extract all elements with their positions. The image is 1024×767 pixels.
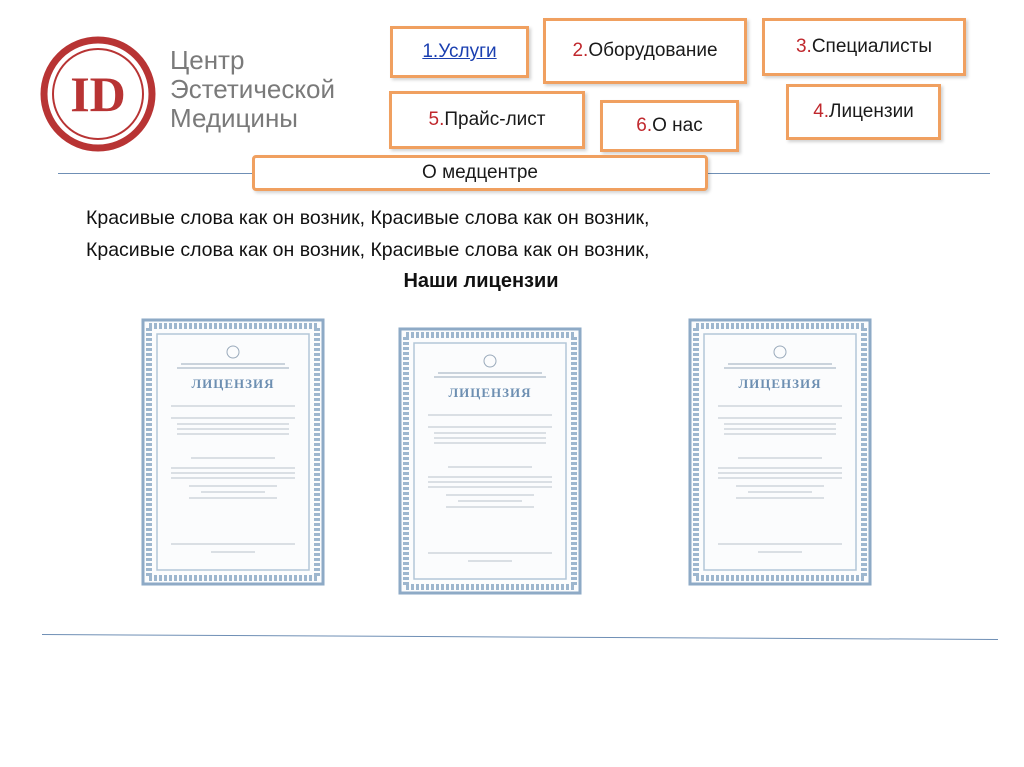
- license-image-3: [688, 318, 872, 586]
- logo-text: [170, 46, 335, 133]
- nav-licenses-label: Лицензии: [829, 101, 914, 122]
- nav-specialists-button[interactable]: [762, 18, 966, 76]
- logo-line-3: Медицины: [170, 103, 298, 133]
- nav-pricelist-number: 5.: [428, 109, 445, 130]
- license-frame-icon: [688, 318, 872, 586]
- logo-line-1: Центр: [170, 45, 245, 75]
- license-frame-icon: [398, 327, 582, 595]
- nav-specialists-label: Специалисты: [811, 36, 933, 57]
- nav-licenses-button[interactable]: [786, 84, 941, 140]
- nav-services-label: Услуги: [438, 41, 497, 62]
- nav-about-us-number: 6.: [636, 115, 653, 136]
- logo-line-2: Эстетической: [170, 74, 335, 104]
- nav-pricelist-button[interactable]: [389, 91, 585, 149]
- body-text-line-1: Красивые слова как он возник, Красивые слова как он возник,: [86, 207, 650, 229]
- license-title: ЛИЦЕНЗИЯ: [738, 376, 822, 391]
- body-text-line-2: Красивые слова как он возник, Красивые слова как он возник,: [86, 239, 650, 261]
- nav-pricelist-label: Прайс-лист: [444, 109, 546, 130]
- logo-mark-letters: ID: [70, 66, 126, 122]
- license-frame-icon: [141, 318, 325, 586]
- nav-specialists-number: 3.: [795, 36, 812, 57]
- nav-about-us-button[interactable]: [600, 100, 739, 152]
- bottom-divider: [42, 634, 998, 640]
- license-image-1: [141, 318, 325, 586]
- nav-equipment-number: 2.: [572, 40, 589, 61]
- section-title: Наши лицензии: [403, 270, 559, 292]
- logo: [38, 34, 378, 154]
- about-center-button[interactable]: О медцентре: [252, 155, 708, 191]
- nav-services-button[interactable]: [390, 26, 529, 78]
- license-title: ЛИЦЕНЗИЯ: [448, 385, 532, 400]
- nav-services-number: 1.: [422, 41, 439, 62]
- nav-licenses-number: 4.: [813, 101, 830, 122]
- nav-equipment-button[interactable]: [543, 18, 747, 84]
- license-title: ЛИЦЕНЗИЯ: [191, 376, 275, 391]
- nav-equipment-label: Оборудование: [588, 40, 718, 61]
- nav-about-us-label: О нас: [652, 115, 703, 136]
- license-image-2: [398, 327, 582, 595]
- logo-mark-icon: [38, 34, 158, 154]
